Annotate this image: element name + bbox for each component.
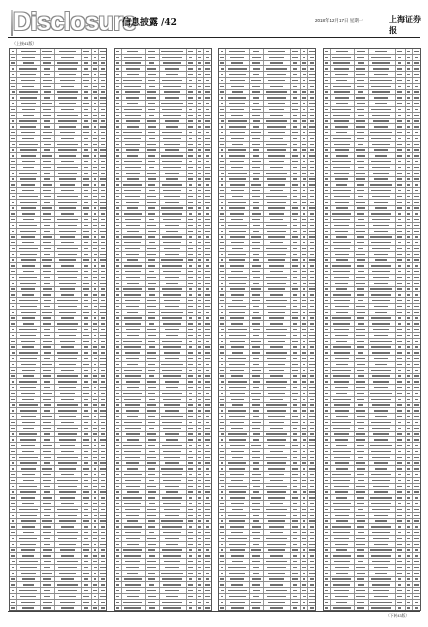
bottom-rule: [8, 611, 420, 612]
brand-wordmark: Disclosure: [13, 8, 136, 36]
table-column: [114, 48, 212, 611]
section-title: 信息披露 /42: [122, 18, 177, 28]
newspaper-name: 上海证券报: [389, 14, 421, 35]
dateline: 2018年12月17日 星期一: [315, 18, 364, 23]
continuation-note: （上接41版）: [12, 41, 37, 46]
table-column: [218, 48, 316, 611]
footer-note: （下转43版）: [386, 614, 410, 618]
masthead: [5, 4, 423, 38]
table-column: [9, 48, 107, 611]
header-rule: [8, 37, 420, 38]
table-column: [323, 48, 421, 611]
disclosure-tables: [9, 48, 421, 611]
